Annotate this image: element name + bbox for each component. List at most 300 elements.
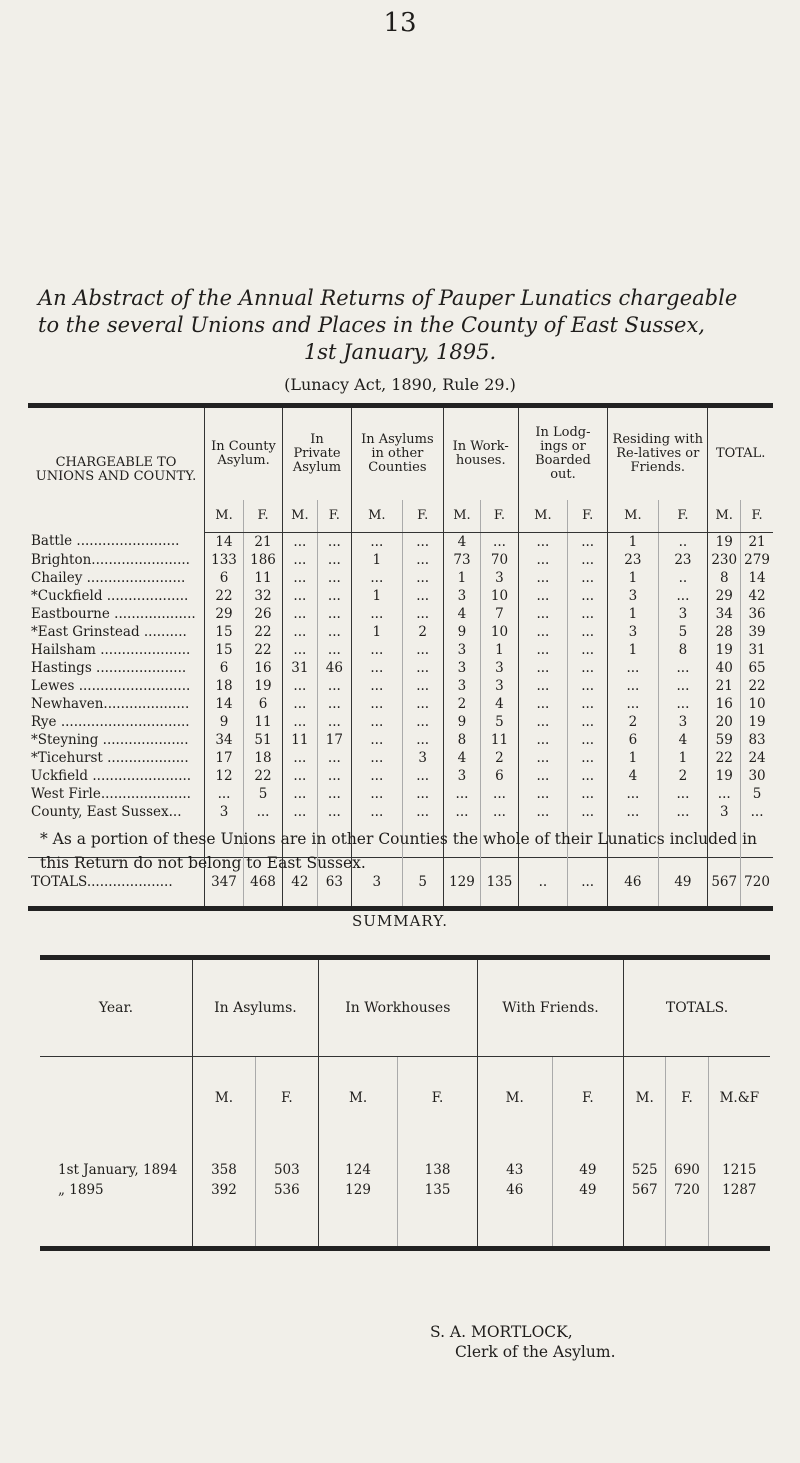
table-cell: 3 — [443, 587, 481, 605]
summary-row — [40, 1139, 770, 1180]
table-cell: 1 — [443, 569, 481, 587]
summary-cell: 358 — [193, 1139, 256, 1180]
table-cell: 5 — [658, 623, 708, 641]
table-row — [28, 695, 773, 713]
table-cell: 133 — [205, 551, 244, 569]
col-header-lodgings: In Lodg-ings or Boarded out. — [518, 406, 608, 500]
col-header-unions: CHARGEABLE TO UNIONS AND COUNTY. — [35, 455, 197, 484]
table-cell: ... — [352, 731, 403, 749]
table-cell: ... — [244, 803, 283, 821]
table-cell: 3 — [708, 803, 741, 821]
table-cell: ... — [283, 605, 318, 623]
union-name: Uckfield ....................... — [31, 767, 192, 784]
table-cell: ... — [568, 569, 608, 587]
table-cell: 6 — [205, 569, 244, 587]
table-cell: 3 — [443, 641, 481, 659]
table-cell: 24 — [741, 749, 773, 767]
table-cell: ... — [568, 713, 608, 731]
table-cell: 3 — [481, 659, 519, 677]
table-cell: ... — [283, 713, 318, 731]
table-cell: ... — [741, 803, 773, 821]
table-cell: 39 — [741, 623, 773, 641]
table-cell: ... — [568, 659, 608, 677]
summary-cell: 690 — [666, 1139, 708, 1180]
table-cell: ... — [402, 551, 443, 569]
union-name: Lewes .......................... — [31, 677, 191, 694]
table-cell: 6 — [608, 731, 658, 749]
table-cell: ... — [352, 803, 403, 821]
table-cell: ... — [352, 713, 403, 731]
col-header-relatives: Residing with Re-latives or Friends. — [608, 406, 708, 500]
table-cell: ... — [658, 587, 708, 605]
table-cell: 9 — [443, 623, 481, 641]
table-cell: 19 — [708, 641, 741, 659]
table-cell: ... — [352, 532, 403, 551]
table-cell: ... — [608, 659, 658, 677]
table-cell: 21 — [708, 677, 741, 695]
table-cell: ... — [518, 659, 567, 677]
table-row — [28, 623, 773, 641]
table-cell: 230 — [708, 551, 741, 569]
table-cell: 5 — [481, 713, 519, 731]
table-cell: 3 — [205, 803, 244, 821]
table-cell: 36 — [741, 605, 773, 623]
table-cell: 8 — [658, 641, 708, 659]
table-cell: ... — [708, 785, 741, 803]
table-cell: 1 — [352, 587, 403, 605]
table-row — [28, 532, 773, 551]
table-cell: ... — [402, 532, 443, 551]
table-cell: 73 — [443, 551, 481, 569]
summary-subheader: F. — [666, 1057, 708, 1140]
table-cell: 22 — [244, 641, 283, 659]
table-cell: ... — [352, 641, 403, 659]
table-cell: ... — [352, 659, 403, 677]
table-cell: 3 — [658, 605, 708, 623]
table-row — [28, 605, 773, 623]
union-name: West Firle..................... — [31, 785, 191, 802]
m-header: M. — [608, 500, 658, 533]
table-cell: 15 — [205, 623, 244, 641]
table-cell: ... — [402, 605, 443, 623]
summary-cell: 46 — [477, 1180, 552, 1200]
table-cell: ... — [283, 569, 318, 587]
table-cell: ... — [283, 803, 318, 821]
table-cell: 7 — [481, 605, 519, 623]
table-cell: ... — [352, 767, 403, 785]
union-name: *Cuckfield ................... — [31, 587, 189, 604]
f-header: F. — [481, 500, 519, 533]
table-row — [28, 569, 773, 587]
table-cell: ... — [402, 677, 443, 695]
summary-table — [40, 955, 770, 1251]
table-cell: ... — [568, 532, 608, 551]
summary-subheader: F. — [398, 1057, 478, 1140]
summary-header-year: Year. — [98, 1000, 134, 1016]
table-cell: ... — [481, 785, 519, 803]
title-line-1: An Abstract of the Annual Returns of Pauper Lunatics chargeable — [38, 286, 738, 310]
table-cell: 29 — [708, 587, 741, 605]
title-line-2: to the several Unions and Places in the County of East Sussex, — [38, 313, 705, 337]
summary-cell: 43 — [477, 1139, 552, 1180]
table-cell: 9 — [205, 713, 244, 731]
table-cell: ... — [317, 785, 351, 803]
summary-subheader: M. — [193, 1057, 256, 1140]
table-cell: 2 — [608, 713, 658, 731]
table-cell: 83 — [741, 731, 773, 749]
table-cell: ... — [317, 803, 351, 821]
table-cell: ... — [317, 623, 351, 641]
m-header: M. — [443, 500, 481, 533]
table-cell: 2 — [443, 695, 481, 713]
table-cell: 11 — [481, 731, 519, 749]
table-cell: 12 — [205, 767, 244, 785]
table-cell: ... — [608, 677, 658, 695]
table-cell: ... — [518, 623, 567, 641]
summary-header-friends: With Friends. — [477, 958, 623, 1057]
union-name: Brighton....................... — [31, 551, 190, 568]
table-cell: 1 — [352, 551, 403, 569]
table-cell: 16 — [708, 695, 741, 713]
totals-cell: 5 — [402, 857, 443, 908]
table-cell: ... — [352, 785, 403, 803]
f-header: F. — [568, 500, 608, 533]
table-cell: 3 — [658, 713, 708, 731]
table-cell: ... — [317, 551, 351, 569]
table-cell: ... — [352, 749, 403, 767]
table-cell: ... — [205, 785, 244, 803]
totals-cell: 42 — [283, 857, 318, 908]
table-cell: ... — [658, 677, 708, 695]
table-cell: 21 — [741, 532, 773, 551]
signature-name: S. A. MORTLOCK, — [430, 1323, 573, 1341]
table-cell: ... — [402, 803, 443, 821]
table-cell: ... — [317, 695, 351, 713]
totals-cell: 720 — [741, 857, 773, 908]
summary-cell: 536 — [255, 1180, 318, 1200]
table-row — [28, 731, 773, 749]
table-cell: ... — [568, 677, 608, 695]
f-header: F. — [317, 500, 351, 533]
summary-cell: 135 — [398, 1180, 478, 1200]
totals-cell: ... — [568, 857, 608, 908]
table-cell: ... — [283, 532, 318, 551]
summary-cell: 392 — [193, 1180, 256, 1200]
table-cell: 6 — [481, 767, 519, 785]
summary-year: „ 1895 — [58, 1182, 104, 1198]
totals-cell: .. — [518, 857, 567, 908]
totals-cell: 468 — [244, 857, 283, 908]
m-header: M. — [283, 500, 318, 533]
table-row — [28, 587, 773, 605]
table-cell: 5 — [244, 785, 283, 803]
f-header: F. — [244, 500, 283, 533]
table-cell: ... — [568, 767, 608, 785]
table-cell: ... — [518, 713, 567, 731]
table-cell: 14 — [741, 569, 773, 587]
table-cell: 1 — [608, 532, 658, 551]
f-header: F. — [658, 500, 708, 533]
table-row — [28, 659, 773, 677]
union-name: County, East Sussex... — [31, 803, 182, 820]
table-cell: ... — [518, 749, 567, 767]
table-cell: ... — [568, 785, 608, 803]
table-cell: 22 — [205, 587, 244, 605]
table-cell: ... — [317, 677, 351, 695]
col-header-other-counties: In Asylums in other Counties — [352, 406, 444, 500]
table-cell: 23 — [608, 551, 658, 569]
table-cell: ... — [283, 551, 318, 569]
table-cell: 1 — [608, 605, 658, 623]
table-cell: 4 — [481, 695, 519, 713]
table-cell: 46 — [317, 659, 351, 677]
table-cell: 19 — [741, 713, 773, 731]
table-cell: ... — [568, 803, 608, 821]
table-cell: 1 — [608, 569, 658, 587]
table-cell: ... — [608, 785, 658, 803]
table-cell: 20 — [708, 713, 741, 731]
table-cell: 19 — [244, 677, 283, 695]
table-cell: 11 — [244, 713, 283, 731]
table-row — [28, 803, 773, 821]
m-header: M. — [205, 500, 244, 533]
table-cell: 4 — [658, 731, 708, 749]
m-header: M. — [708, 500, 741, 533]
totals-cell: 49 — [658, 857, 708, 908]
table-cell: ... — [317, 569, 351, 587]
table-cell: ... — [402, 587, 443, 605]
table-cell: 3 — [402, 749, 443, 767]
table-cell: 16 — [244, 659, 283, 677]
table-row — [28, 785, 773, 803]
table-cell: ... — [402, 695, 443, 713]
table-cell: 186 — [244, 551, 283, 569]
summary-subheader: M.&F — [708, 1057, 770, 1140]
table-cell: ... — [568, 749, 608, 767]
table-cell: 22 — [244, 767, 283, 785]
table-cell: 30 — [741, 767, 773, 785]
table-cell: ... — [352, 695, 403, 713]
table-cell: 2 — [481, 749, 519, 767]
summary-cell: 49 — [552, 1180, 623, 1200]
table-cell: 3 — [443, 659, 481, 677]
table-cell: 42 — [741, 587, 773, 605]
table-cell: 9 — [443, 713, 481, 731]
table-cell: 8 — [443, 731, 481, 749]
totals-cell: 567 — [708, 857, 741, 908]
table-cell: 5 — [741, 785, 773, 803]
table-cell: ... — [317, 587, 351, 605]
table-cell: 17 — [317, 731, 351, 749]
table-cell: ... — [352, 677, 403, 695]
table-row — [28, 677, 773, 695]
table-cell: 19 — [708, 767, 741, 785]
m-header: M. — [352, 500, 403, 533]
table-cell: ... — [568, 731, 608, 749]
summary-cell: 1287 — [708, 1180, 770, 1200]
table-cell: ... — [283, 785, 318, 803]
totals-cell: 46 — [608, 857, 658, 908]
table-cell: ... — [518, 605, 567, 623]
table-cell: ... — [518, 803, 567, 821]
summary-cell: 525 — [624, 1139, 666, 1180]
table-cell: 6 — [205, 659, 244, 677]
table-cell: ... — [518, 695, 567, 713]
table-cell: ... — [317, 605, 351, 623]
table-cell: ... — [518, 767, 567, 785]
summary-header-totals: TOTALS. — [624, 958, 770, 1057]
table-cell: 8 — [708, 569, 741, 587]
table-cell: 11 — [244, 569, 283, 587]
table-cell: 34 — [708, 605, 741, 623]
page-number: 13 — [383, 8, 417, 38]
table-cell: ... — [352, 605, 403, 623]
col-header-private-asylum: In Private Asylum — [283, 406, 352, 500]
summary-cell: 720 — [666, 1180, 708, 1200]
totals-cell: 63 — [317, 857, 351, 908]
table-cell: 22 — [708, 749, 741, 767]
table-cell: 3 — [443, 677, 481, 695]
table-cell: 3 — [608, 623, 658, 641]
table-cell: ... — [518, 551, 567, 569]
table-cell: 3 — [608, 587, 658, 605]
table-cell: ... — [317, 749, 351, 767]
totals-label: TOTALS.................... — [28, 857, 205, 908]
union-name: Battle ........................ — [31, 533, 180, 550]
table-cell: 17 — [205, 749, 244, 767]
table-cell: ... — [518, 677, 567, 695]
summary-header-workhouses: In Workhouses — [318, 958, 477, 1057]
table-cell: 279 — [741, 551, 773, 569]
table-cell: 26 — [244, 605, 283, 623]
table-cell: ... — [317, 713, 351, 731]
table-cell: ... — [481, 532, 519, 551]
summary-subheader: M. — [318, 1057, 397, 1140]
summary-title: SUMMARY. — [351, 912, 449, 930]
summary-cell: 49 — [552, 1139, 623, 1180]
table-cell: 10 — [741, 695, 773, 713]
summary-subheader: M. — [624, 1057, 666, 1140]
table-cell: ... — [568, 605, 608, 623]
table-cell: ... — [518, 532, 567, 551]
col-header-county-asylum: In County Asylum. — [205, 406, 283, 500]
table-cell: ... — [608, 695, 658, 713]
totals-cell: 129 — [443, 857, 481, 908]
table-cell: 14 — [205, 532, 244, 551]
table-cell: ... — [518, 785, 567, 803]
summary-subheader: F. — [552, 1057, 623, 1140]
table-cell: ... — [568, 623, 608, 641]
table-cell: ... — [402, 659, 443, 677]
table-cell: ... — [658, 695, 708, 713]
table-cell: 22 — [244, 623, 283, 641]
totals-cell: 135 — [481, 857, 519, 908]
union-name: *Steyning .................... — [31, 731, 189, 748]
summary-header-asylums: In Asylums. — [193, 958, 319, 1057]
table-cell: 1 — [481, 641, 519, 659]
footnote: * As a portion of these Unions are in other Counties the whole of their Lunatics included in this Return do not belong to East Sussex. — [40, 830, 758, 872]
table-cell: 6 — [244, 695, 283, 713]
table-cell: 28 — [708, 623, 741, 641]
table-cell: ... — [283, 677, 318, 695]
table-cell: ... — [608, 803, 658, 821]
table-cell: ... — [402, 569, 443, 587]
totals-cell: 347 — [205, 857, 244, 908]
summary-subheader: M. — [477, 1057, 552, 1140]
table-cell: ... — [568, 695, 608, 713]
table-cell: 59 — [708, 731, 741, 749]
table-cell: 2 — [658, 767, 708, 785]
table-cell: ... — [317, 641, 351, 659]
union-name: Eastbourne ................... — [31, 605, 196, 622]
subtitle: (Lunacy Act, 1890, Rule 29.) — [284, 375, 516, 394]
table-cell: 4 — [443, 605, 481, 623]
union-name: Newhaven.................... — [31, 695, 190, 712]
table-cell: ... — [352, 569, 403, 587]
table-cell: .. — [658, 569, 708, 587]
table-cell: 14 — [205, 695, 244, 713]
summary-cell: 138 — [398, 1139, 478, 1180]
union-name: *Ticehurst ................... — [31, 749, 189, 766]
table-cell: 1 — [608, 749, 658, 767]
table-cell: ... — [402, 641, 443, 659]
summary-subheader: F. — [255, 1057, 318, 1140]
table-cell: 3 — [481, 569, 519, 587]
table-cell: 11 — [283, 731, 318, 749]
summary-row — [40, 1180, 770, 1200]
table-cell: 32 — [244, 587, 283, 605]
union-name: Chailey ....................... — [31, 569, 186, 586]
table-cell: ... — [518, 587, 567, 605]
summary-cell: 124 — [318, 1139, 397, 1180]
table-cell: ... — [568, 551, 608, 569]
table-cell: ... — [518, 641, 567, 659]
table-cell: 40 — [708, 659, 741, 677]
table-cell: 2 — [402, 623, 443, 641]
table-cell: 70 — [481, 551, 519, 569]
table-cell: 51 — [244, 731, 283, 749]
table-row — [28, 713, 773, 731]
table-cell: 65 — [741, 659, 773, 677]
table-cell: ... — [481, 803, 519, 821]
table-cell: 31 — [283, 659, 318, 677]
col-header-workhouses: In Work-houses. — [443, 406, 518, 500]
table-cell: ... — [658, 659, 708, 677]
summary-cell: 567 — [624, 1180, 666, 1200]
table-cell: ... — [402, 767, 443, 785]
table-cell: 4 — [443, 749, 481, 767]
table-cell: 1 — [658, 749, 708, 767]
table-cell: ... — [518, 569, 567, 587]
f-header: F. — [741, 500, 773, 533]
signature-role: Clerk of the Asylum. — [455, 1343, 616, 1361]
table-cell: 3 — [443, 767, 481, 785]
table-row — [28, 767, 773, 785]
union-name: Rye .............................. — [31, 713, 190, 730]
table-cell: ... — [658, 785, 708, 803]
m-header: M. — [518, 500, 567, 533]
table-cell: ... — [443, 803, 481, 821]
union-name: *East Grinstead .......... — [31, 623, 187, 640]
table-cell: ... — [283, 695, 318, 713]
table-cell: ... — [283, 641, 318, 659]
table-cell: ... — [518, 731, 567, 749]
table-cell: 18 — [244, 749, 283, 767]
table-cell: ... — [568, 587, 608, 605]
table-cell: ... — [283, 623, 318, 641]
union-name: Hastings ..................... — [31, 659, 187, 676]
table-cell: .. — [658, 532, 708, 551]
